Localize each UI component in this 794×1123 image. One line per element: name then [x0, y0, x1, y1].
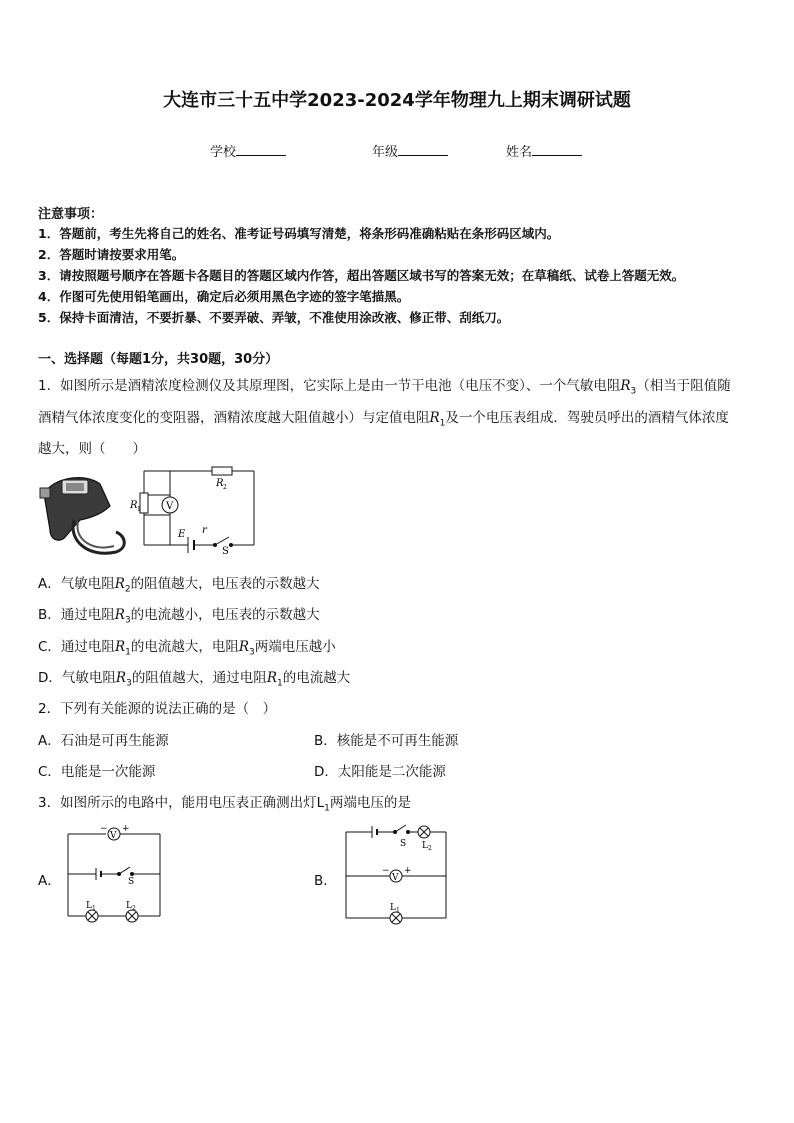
switch-label: S: [222, 546, 229, 555]
svg-text:1: 1: [396, 907, 400, 914]
notice-item: 2．答题时请按要求用笔。: [38, 247, 185, 262]
q2-stem: 2．下列有关能源的说法正确的是（ ）: [38, 701, 277, 717]
q3-option-b-label[interactable]: B．: [314, 873, 337, 889]
r1-symbol: R: [429, 410, 440, 426]
q3-circuit-a: [62, 822, 166, 926]
svg-text:−: −: [382, 866, 390, 876]
section-heading: 一、选择题（每题1分，共30题，30分）: [38, 352, 279, 367]
breathalyzer-device-image: [38, 466, 130, 558]
notice-item: 4．作图可先使用铅笔画出，确定后必须用黑色字迹的签字笔描黑。: [38, 289, 410, 304]
svg-text:−: −: [100, 824, 108, 834]
svg-text:V: V: [110, 831, 117, 841]
notice-item: 3．请按照题号顺序在答题卡各题目的答题区域内作答，超出答题区域书写的答案无效；在草稿纸、试卷上答题无效。: [38, 268, 685, 283]
r2-sub: 2: [223, 484, 227, 491]
svg-text:+: +: [122, 824, 130, 834]
svg-text:L: L: [86, 901, 92, 911]
q1-circuit-diagram: [128, 465, 260, 555]
notice-item: 5．保持卡面清洁，不要折暴、不要弄破、弄皱，不准使用涂改液、修正带、刮纸刀。: [38, 310, 510, 325]
q2-option-c[interactable]: C．电能是一次能源: [38, 764, 156, 780]
q1-option-d[interactable]: D．气敏电阻$R_3$的阻值越大，通过电阻$R_1$的电流越大: [38, 670, 351, 689]
svg-text:L: L: [126, 901, 132, 911]
q1-option-a[interactable]: A．气敏电阻$R_2$的阻值越大，电压表的示数越大: [38, 576, 320, 595]
r2-label: R: [216, 478, 224, 489]
name-blank[interactable]: [532, 143, 582, 156]
r1-label: R: [130, 500, 138, 511]
grade-blank[interactable]: [398, 143, 448, 156]
emf-label: E: [178, 529, 186, 540]
name-label: 姓名: [506, 145, 533, 160]
svg-text:L: L: [422, 841, 428, 851]
q1-stem-line3: 越大，则（ ）: [38, 441, 146, 457]
voltmeter-label: V: [166, 501, 174, 512]
svg-text:L: L: [390, 903, 396, 913]
svg-text:S: S: [400, 839, 407, 849]
grade-field[interactable]: [372, 141, 448, 160]
grade-label: 年级: [372, 145, 399, 160]
r1-sub: 1: [137, 506, 141, 513]
q3-stem: 3．如图所示的电路中，能用电压表正确测出灯$L_1$两端电压的是: [38, 795, 411, 814]
svg-text:+: +: [404, 866, 412, 876]
notice-item: 1．答题前，考生先将自己的姓名、准考证号码填写清楚，将条形码准确粘贴在条形码区域内。: [38, 226, 560, 241]
school-field[interactable]: [210, 141, 286, 160]
svg-text:V: V: [392, 873, 399, 883]
internal-resistance-label: r: [202, 525, 207, 536]
school-blank[interactable]: [236, 143, 286, 156]
svg-text:1: 1: [92, 905, 96, 912]
name-field[interactable]: [506, 141, 582, 160]
notices-heading: 注意事项：: [38, 207, 104, 222]
q1-stem-line2: 酒精气体浓度变化的变阻器，酒精浓度越大阻值越小）与定值电阻$R_1$及一个电压表组成．驾驶员呼出的酒精气体浓度: [38, 410, 729, 429]
q1-option-b[interactable]: B．通过电阻$R_3$的电流越小，电压表的示数越大: [38, 607, 320, 626]
q2-option-a[interactable]: A．石油是可再生能源: [38, 733, 169, 749]
svg-text:S: S: [128, 877, 135, 887]
q1-stem-line1: 1．如图所示是酒精浓度检测仪及其原理图，它实际上是由一节干电池（电压不变）、一个气敏电阻$R_3$（相当于阻值随: [38, 378, 731, 397]
q2-option-d[interactable]: D．太阳能是二次能源: [314, 764, 446, 780]
q2-option-b[interactable]: B．核能是不可再生能源: [314, 733, 459, 749]
q3-option-a-label[interactable]: A．: [38, 873, 61, 889]
svg-text:2: 2: [428, 845, 432, 852]
page-title: 大连市三十五中学2023-2024学年物理九上期末调研试题: [163, 90, 631, 111]
school-label: 学校: [210, 145, 237, 160]
svg-text:2: 2: [132, 905, 136, 912]
q1-option-c[interactable]: C．通过电阻$R_1$的电流越大，电阻$R_3$两端电压越小: [38, 639, 336, 658]
q3-circuit-b: [340, 822, 452, 926]
r3-symbol: R: [620, 378, 631, 394]
